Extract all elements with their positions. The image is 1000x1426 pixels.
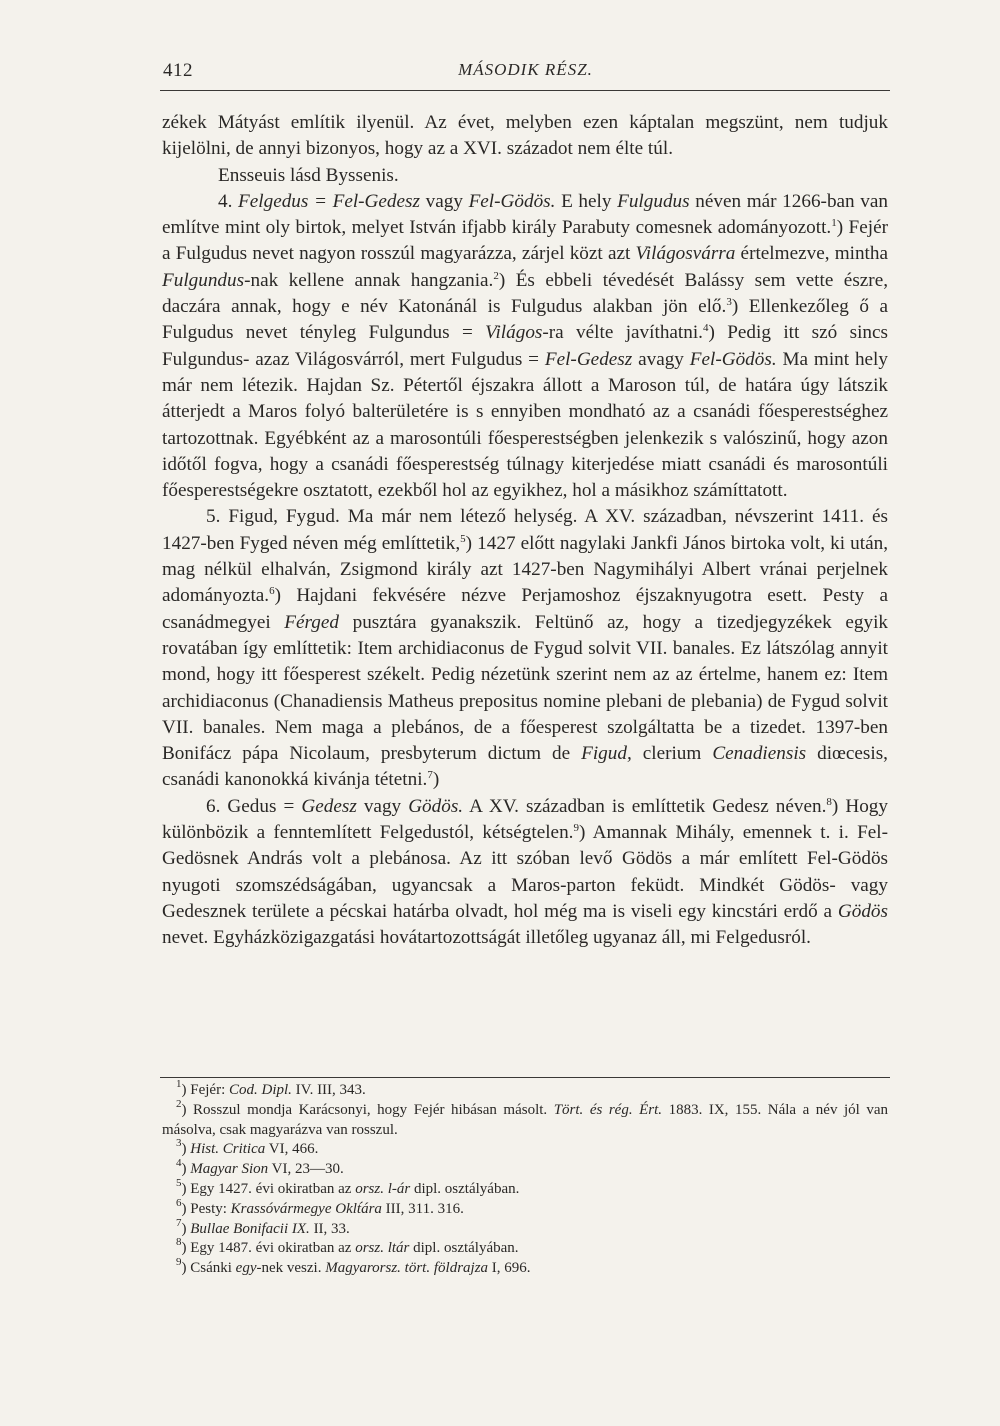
italic-span: Cod. Dipl. (228, 1082, 292, 1098)
footnote-ref: 8 (826, 795, 832, 808)
text-span: pusztára gyanakszik. Feltünő az, hogy a tizedjegyzékek egyik rovatában így említtetik: Item archidiaconus de Fygud solvit VII. banales. Ez látszólag annyit mond, hogy itt főesperest székelt. Pedig nézetünk szerint nem az az értelme, hanem ez: Item archidiaconus (Chanadiensis Matheus prepositus nomine plebani de plebania) de Fygud solvit VII. banales. Nem maga a plebános, de a főesperest szolgáltatta be a tizedet. 1397-ben Bonifácz pápa Nicolaum, presbyterum dictum de (162, 611, 888, 765)
text-span: vagy (356, 795, 409, 817)
text-span: clerium (631, 743, 713, 765)
italic-span: orsz. ltár (355, 1240, 410, 1257)
italic-span: Krassóvármegye Oklt́ára (230, 1200, 382, 1217)
italic-span: Férged (284, 611, 339, 633)
italic-span: Fel-Gedesz (544, 348, 633, 370)
italic-span: Világosvárra (635, 243, 736, 265)
footnotes (162, 1078, 888, 1279)
footnote-number: 2 (176, 1097, 182, 1110)
text-span: VI, 466. (265, 1141, 319, 1158)
text-span: vagy (419, 190, 469, 212)
italic-span: Tört. és rég. Ért. (553, 1101, 663, 1118)
text-span: ) (181, 1161, 191, 1178)
header-rule (160, 90, 890, 91)
text-span: II, 33. (309, 1220, 350, 1237)
footnote-6 (162, 1196, 888, 1220)
text-span: ) Rosszul mondja Karácsonyi, hogy Fejér hibásan másolt. (181, 1101, 554, 1118)
footnote-ref: 6 (269, 585, 275, 598)
paragraph-ensseuis (162, 163, 888, 189)
italic-span: Figud, (581, 743, 632, 765)
footnote-1 (162, 1078, 888, 1101)
footnote-number: 1 (176, 1078, 182, 1090)
text-span: IV. III, 343. (291, 1082, 366, 1098)
text-span: nevet. Egyházközigazgatási hovátartozottságát illetőleg ugyanaz áll, mi Felgedusról. (162, 927, 811, 949)
text-span: ) (181, 1141, 191, 1158)
text-span: avagy (632, 348, 690, 370)
text-span: ) Pesty: (181, 1200, 231, 1217)
footnote-number: 3 (176, 1137, 182, 1150)
text-span: -ra vélte javíthatni. (542, 322, 703, 344)
footnote-4 (162, 1157, 888, 1180)
italic-span: Fulgundus (162, 269, 245, 291)
text-span: ) Pedig itt szó sincs Fulgundus- azaz Világosvárról, mert Fulgudus = (162, 322, 888, 370)
footnote-rule (160, 1077, 890, 1078)
text-span: -nak kellene annak hangzania. (244, 269, 494, 291)
text-span: III, 311. 316. (381, 1200, 464, 1217)
italic-span: Gedesz (301, 795, 357, 817)
text-span: VI, 23—30. (268, 1161, 344, 1178)
footnote-ref: 2 (493, 269, 499, 282)
italic-span: Magyarorsz. tört. földrajza (325, 1260, 489, 1277)
text-span: ) (432, 769, 440, 791)
footnote-ref: 9 (573, 822, 579, 835)
footnote-9 (162, 1256, 888, 1279)
text-span: ) Hogy különbözik a fenntemlített Felgedustól, kétségtelen. (162, 795, 888, 844)
italic-span: Gödös. (408, 795, 464, 817)
italic-span: Fulgudus (617, 190, 690, 212)
paragraph-felgedus (162, 189, 888, 505)
footnote-2 (162, 1097, 888, 1141)
footnote-number: 5 (176, 1176, 182, 1189)
footnote-ref: 1 (831, 217, 837, 230)
text-span: ) Egy 1487. évi okiratban az (181, 1240, 356, 1257)
text-span: dipl. osztályában. (409, 1240, 519, 1257)
text-span: 1883. IX, 155. Nála a név jól van másolva, csak magyarázva van rosszul. (162, 1101, 888, 1138)
text-span: ) Amannak Mihály, emennek t. i. Fel-Gedösnek András volt a plebánosa. Az itt szóban levő Gödös a már említett Fel-Gödös nyugoti szomszédságában, ugyancsak a Maros-parton feküdt. Mindkét Gödös- vagy Gedesznek területe a pécskai határba olvadt, hol még ma is viseli egy kincstári erdő a (162, 822, 888, 922)
text-span: zékek Mátyást említik ilyenül. Az évet, melyben ezen káptalan megszünt, nem tudjuk kijelölni, de annyi bizonyos, hogy az a XVI. századot nem élte túl. (162, 112, 888, 160)
text-span: 6. Gedus = (206, 795, 302, 817)
text-span: -nek veszi. (256, 1260, 326, 1277)
italic-span: Cenadiensis (712, 743, 807, 765)
footnote-number: 6 (176, 1196, 182, 1209)
footnote-7 (162, 1216, 888, 1240)
text-span: néven már 1266-ban van említve mint oly birtok, melyet István ifjabb király Parabuty comesnek adományozott. (162, 190, 888, 239)
italic-span: Világos (485, 322, 543, 344)
italic-span: Felgedus = Fel-Gedesz (238, 190, 420, 212)
italic-span: Magyar Sion (190, 1161, 269, 1178)
italic-span: Gödös (837, 900, 888, 922)
text-span: ) Ellenkezőleg ő a Fulgudus nevet tényleg Fulgundus = (162, 296, 888, 344)
text-span: ) Fejér a Fulgudus nevet nagyon rosszúl magyarázza, zárjel közt azt (162, 217, 888, 265)
text-span: ) És ebbeli tévedését Balássy sem vette észre, daczára annak, hogy e név Katonánál is Fulgudus alakban jön elő. (162, 269, 889, 318)
text-span: Ensseuis lásd Byssenis. (218, 164, 399, 186)
footnote-3 (162, 1137, 888, 1160)
text-span: ) Hajdani fekvésére nézve Perjamoshoz éjszaknyugotra esett. Pesty a csanádmegyei (162, 585, 888, 633)
text-span: ) Egy 1427. évi okiratban az (181, 1180, 356, 1197)
text-span: ) Fejér: (181, 1082, 229, 1098)
page-number: 412 (163, 60, 193, 81)
footnote-ref: 4 (702, 322, 709, 335)
paragraph-gedus (162, 794, 888, 952)
footnote-ref: 5 (460, 532, 466, 545)
footnote-number: 9 (176, 1256, 182, 1269)
italic-span: Hist. Critica (190, 1141, 266, 1158)
footnote-number: 7 (176, 1216, 182, 1229)
text-span: értelmezve, mintha (735, 243, 888, 265)
footnote-ref: 7 (427, 769, 433, 782)
italic-span: Bullae Bonifacii IX. (190, 1220, 310, 1237)
text-span: ) (181, 1220, 191, 1237)
body-text (162, 110, 888, 952)
footnote-5 (162, 1176, 888, 1200)
text-span: E hely (555, 190, 618, 212)
text-span: Ma mint hely már nem létezik. Hajdan Sz. Pétertől éjszakra állott a Maroson túl, de határa úgy látszik átterjedt a Maros folyó balterületére is s ennyiben mondható az a csanádi főesperestséghez tartozottnak. Egyébként az a marosontúli főesperestségben jelenkezik s valószinű, hogy azon időtől fogva, hogy a csanádi főesperestség túlnagy kiterjedése miatt csanádi és marosontúli főesperestségekre osztatott, ezekből hol az egyikhez, hol a másikhoz számíttatott. (162, 348, 888, 502)
paragraph-figud (162, 504, 888, 793)
text-span: ) Csánki (181, 1260, 236, 1277)
footnote-number: 8 (176, 1236, 182, 1249)
page-header (163, 60, 888, 88)
italic-span: Fel-Gödös. (468, 190, 556, 212)
italic-span: egy (235, 1260, 257, 1277)
text-span: dipl. osztályában. (410, 1180, 520, 1197)
text-span: diœcesis, csanádi kanonokká kivánja tétetni. (162, 743, 888, 791)
text-span: I, 696. (488, 1260, 531, 1277)
footnote-8 (162, 1236, 888, 1259)
italic-span: orsz. l-ár (355, 1180, 411, 1197)
text-span: 4. (218, 190, 239, 212)
text-span: 5. Figud, Fygud. Ma már nem létező helység. A XV. században, névszerint 1411. és 1427-ben Fyged néven még említtetik, (162, 506, 888, 554)
italic-span: Fel-Gödös. (689, 348, 777, 370)
running-title: MÁSODIK RÉSZ. (458, 60, 593, 79)
footnote-ref: 3 (726, 296, 732, 309)
text-span: ) 1427 előtt nagylaki Jankfi János birtoka volt, ki után, mag nélkül elhalván, Zsigmond király azt 1427-ben Nagymihályi Albert vránai perjelnek adományozta. (162, 532, 889, 607)
text-span: A XV. században is említtetik Gedesz néven. (463, 795, 827, 817)
footnote-number: 4 (176, 1157, 182, 1170)
paragraph-continuation (162, 110, 888, 163)
